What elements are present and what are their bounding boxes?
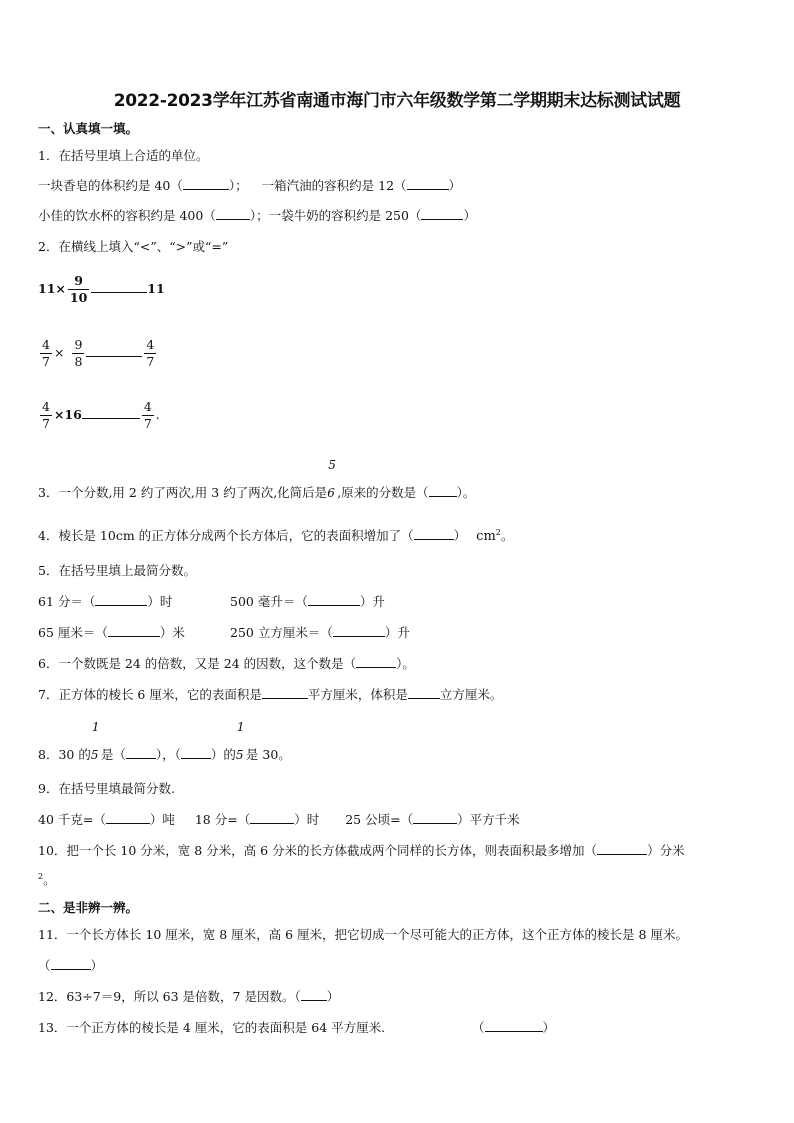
question-1-line-2 (38, 207, 476, 225)
fraction: $\frac{9}{10}$ (69, 273, 88, 305)
q1-text-close: ） (448, 178, 462, 193)
answer-blank[interactable] (86, 344, 142, 357)
answer-blank[interactable] (183, 177, 229, 190)
q8-text-b: 是（ (100, 747, 126, 762)
q9-row (38, 811, 520, 829)
answer-blank[interactable] (408, 686, 440, 699)
answer-blank[interactable] (333, 624, 385, 637)
q3-text: 3．一个分数,用 2 约了两次,用 3 约了两次,化简后是 (38, 485, 328, 500)
q10-continuation (38, 868, 56, 889)
section-heading-1: 一、认真填一填。 (38, 121, 139, 136)
answer-blank[interactable] (407, 177, 449, 190)
q5-row-2 (38, 624, 185, 642)
paren-open: （ (472, 1020, 485, 1035)
paren-close: ） (542, 1020, 556, 1035)
answer-blank[interactable] (597, 842, 647, 855)
q3-text-b: ,原来的分数是（ (337, 485, 429, 500)
answer-blank[interactable] (421, 207, 463, 220)
period: . (155, 407, 160, 422)
question-5-label: 5．在括号里填上最简分数。 (38, 563, 196, 578)
q5-r2a: 65 厘米＝（ (38, 625, 108, 640)
question-4 (38, 524, 513, 546)
times-sign: × (53, 345, 65, 360)
q5-r2b: ）米 (159, 625, 185, 640)
answer-blank[interactable] (301, 988, 327, 1001)
paren-open: （ (38, 958, 51, 973)
answer-blank[interactable] (82, 406, 140, 419)
answer-blank[interactable] (485, 1019, 543, 1032)
q6-text: 6．一个数既是 24 的倍数，又是 24 的因数，这个数是（ (38, 656, 357, 671)
question-3 (38, 458, 476, 502)
fraction-small: 1 5 (90, 720, 100, 762)
question-6 (38, 655, 415, 673)
q2-expression-1 (38, 274, 165, 305)
q1-text-close: ） (463, 208, 476, 223)
q5-r1a: 61 分＝（ (38, 594, 96, 609)
q4-end: 。 (500, 528, 514, 544)
answer-blank[interactable] (429, 484, 457, 497)
unit-exponent: 2 (38, 872, 44, 881)
q9-c1: 25 公顷=（ (345, 812, 414, 827)
q5-r2c: 250 立方厘米＝（ (230, 625, 333, 640)
paren-close: ） (90, 958, 104, 973)
q5-row-1 (38, 593, 172, 611)
page-title: 2022-2023学年江苏省南通市海门市六年级数学第二学期期末达标测试试题 (113, 91, 681, 111)
answer-blank[interactable] (414, 527, 454, 540)
q13-answer (472, 1019, 555, 1037)
q1-text-sep: ）； (228, 178, 248, 193)
answer-blank[interactable] (91, 280, 147, 293)
q12-text: 12．63÷7＝9，所以 63 是倍数，7 是因数。（ (38, 989, 301, 1004)
question-12 (38, 988, 339, 1006)
unit-exponent: 2 (495, 528, 501, 537)
q1-text-cup: 小佳的饮水杯的容积约是 400（ (38, 208, 216, 223)
answer-blank[interactable] (51, 957, 91, 970)
q7-text-c: 立方厘米。 (439, 687, 503, 702)
q6-close: ）。 (396, 656, 415, 671)
times-16: ×16 (53, 407, 82, 422)
question-7 (38, 686, 502, 704)
question-1-label: 1．在括号里填上合适的单位。 (38, 148, 209, 163)
q11-answer (38, 957, 103, 975)
question-2-label: 2．在横线上填入“<”、“>”或“=” (38, 239, 229, 254)
answer-blank[interactable] (216, 207, 250, 220)
q9-c2: ）平方千米 (457, 812, 520, 827)
fraction: $\frac{4}{7}$ (42, 337, 50, 369)
answer-blank[interactable] (95, 593, 147, 606)
q5-row-2-b (230, 624, 410, 642)
q2-e1-right: 11 (147, 281, 165, 296)
q2-expression-3 (38, 400, 160, 431)
fraction-small: 5 6 (327, 458, 336, 500)
fraction: $\frac{4}{7}$ (146, 337, 155, 369)
q9-b1: 18 分=（ (194, 812, 251, 827)
question-1-line-1 (38, 177, 461, 195)
answer-blank[interactable] (108, 624, 160, 637)
fraction: $\frac{9}{8}$ (74, 337, 83, 369)
answer-blank[interactable] (181, 746, 211, 759)
q4-close: ） (453, 528, 467, 544)
q9-a1: 40 千克=（ (38, 812, 106, 827)
q2-expression-2 (38, 338, 158, 369)
q3-text-c: ）。 (456, 485, 476, 500)
q10-text: 10．把一个长 10 分米，宽 8 分米，高 6 分米的长方体截成两个同样的长方体，则表面积最多增加（ (38, 843, 598, 858)
q1-text-milk: ）；一袋牛奶的容积约是 250（ (249, 208, 422, 223)
q8-text-a: 8．30 的 (38, 747, 91, 762)
q5-r2d: ）升 (384, 625, 410, 640)
q5-r1b: ）时 (147, 594, 173, 609)
q8-text-d: ）的 (210, 747, 236, 762)
question-9-label: 9．在括号里填最简分数. (38, 781, 175, 796)
q10-unit: ）分米 (647, 843, 685, 858)
answer-blank[interactable] (262, 686, 308, 699)
question-11: 11．一个长方体长 10 厘米，宽 8 厘米，高 6 厘米，把它切成一个尽可能大的正方体，这个正方体的棱长是 8 厘米。 (38, 927, 688, 942)
q1-text-gasoline: 一箱汽油的容积约是 12（ (261, 178, 407, 193)
q9-b2: ）时 (294, 812, 320, 827)
section-heading-2: 二、是非辨一辨。 (38, 900, 139, 915)
question-8 (38, 720, 291, 764)
answer-blank[interactable] (106, 811, 150, 824)
answer-blank[interactable] (413, 811, 457, 824)
unit-cm: cm (476, 529, 496, 545)
fraction: $\frac{4}{7}$ (143, 399, 152, 431)
q5-row-1-b (230, 593, 385, 611)
q5-r1c: 500 毫升＝（ (230, 594, 308, 609)
answer-blank[interactable] (250, 811, 294, 824)
q2-e1-left: 11× (38, 281, 66, 296)
question-10 (38, 842, 685, 860)
q12-close: ） (326, 989, 340, 1004)
q4-text: 4．棱长是 10cm 的正方体分成两个长方体后，它的表面积增加了（ (38, 528, 414, 544)
answer-blank[interactable] (308, 593, 360, 606)
q7-text-a: 7．正方体的棱长 6 厘米，它的表面积是 (38, 687, 262, 702)
fraction: $\frac{4}{7}$ (42, 399, 50, 431)
q9-a2: ）吨 (149, 812, 175, 827)
q7-text-b: 平方厘米，体积是 (307, 687, 408, 702)
q1-text-soap: 一块香皂的体积约是 40（ (38, 178, 183, 193)
q5-r1d: ）升 (359, 594, 385, 609)
q8-text-c: ），（ (155, 747, 181, 762)
q8-text-e: 是 30。 (245, 747, 291, 762)
fraction-small: 1 5 (235, 720, 245, 762)
answer-blank[interactable] (356, 655, 396, 668)
answer-blank[interactable] (126, 746, 156, 759)
question-13: 13．一个正方体的棱长是 4 厘米，它的表面积是 64 平方厘米. (38, 1020, 386, 1035)
q10-end: 。 (43, 872, 56, 888)
